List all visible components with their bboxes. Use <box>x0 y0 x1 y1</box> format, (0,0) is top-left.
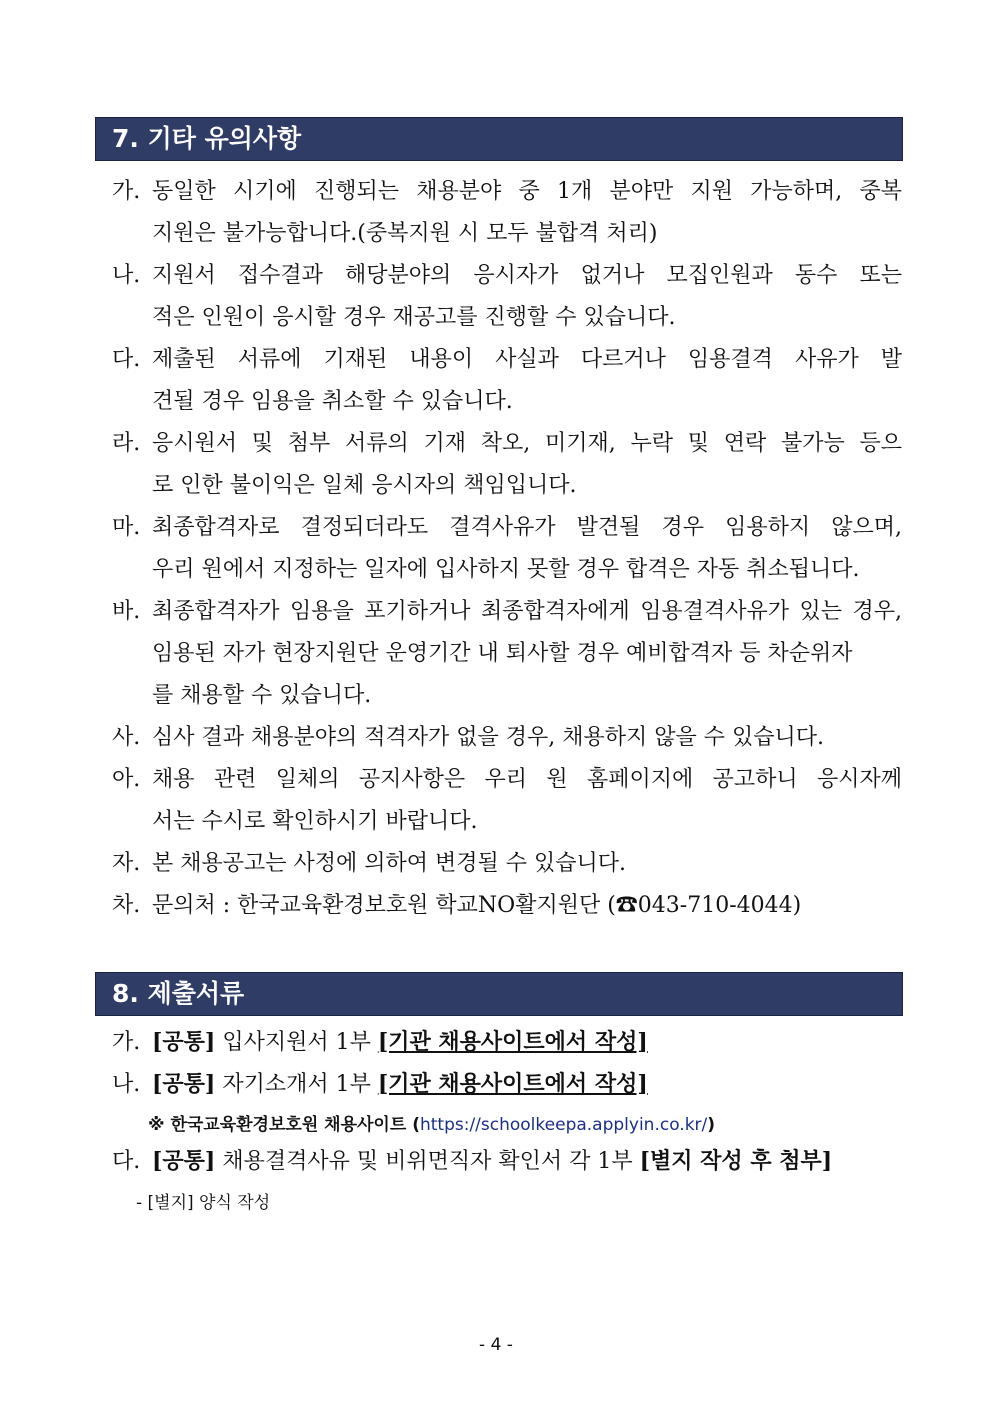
item-text: 적은 인원이 응시할 경우 재공고를 진행할 수 있습니다. <box>152 305 676 330</box>
item-marker: 나. <box>112 1072 141 1097</box>
item-text: 동일한 시기에 진행되는 채용분야 중 1개 분야만 지원 가능하며, 중복 <box>152 179 902 204</box>
item-text: 최종합격자가 임용을 포기하거나 최종합격자에게 임용결격사유가 있는 경우, <box>152 599 902 624</box>
item-text: 우리 원에서 지정하는 일자에 입사하지 못할 경우 합격은 자동 취소됩니다. <box>152 557 860 582</box>
item-text: 견될 경우 임용을 취소할 수 있습니다. <box>152 389 513 414</box>
item-text: 제출된 서류에 기재된 내용이 사실과 다르거나 임용결격 사유가 발 <box>152 347 902 372</box>
item-tag: [공통] <box>152 1071 216 1097</box>
item-marker: 차. <box>112 893 141 918</box>
item-emphasis: [기관 채용사이트에서 작성] <box>377 1071 648 1097</box>
item-emphasis: [별지 작성 후 첨부] <box>639 1148 833 1174</box>
item-marker: 가. <box>112 1030 141 1055</box>
site-url-link[interactable]: https://schoolkeepa.applyin.co.kr/ <box>419 1115 708 1135</box>
item-marker: 아. <box>112 767 141 792</box>
sub-note: - [별지] 양식 작성 <box>136 1193 271 1213</box>
item-text: 최종합격자로 결정되더라도 결격사유가 발견될 경우 임용하지 않으며, <box>152 515 902 540</box>
section-7-title: 7. 기타 유의사항 <box>112 124 302 153</box>
item-text: 채용 관련 일체의 공지사항은 우리 원 홈페이지에 공고하니 응시자께 <box>152 767 902 792</box>
item-marker: 바. <box>112 599 141 624</box>
list-item <box>112 885 902 927</box>
section-8-title: 8. 제출서류 <box>112 979 245 1008</box>
item-text: 서는 수시로 확인하시기 바랍니다. <box>152 809 478 834</box>
list-item <box>112 507 902 591</box>
list-item <box>112 1021 902 1064</box>
item-tag: [공통] <box>152 1029 216 1055</box>
item-marker: 다. <box>112 1149 141 1174</box>
page-number: - 4 - <box>479 1335 513 1355</box>
item-emphasis: [기관 채용사이트에서 작성] <box>377 1029 648 1055</box>
list-item <box>112 171 902 255</box>
item-marker: 자. <box>112 851 141 876</box>
list-item <box>112 591 902 717</box>
item-marker: 마. <box>112 515 141 540</box>
list-item <box>112 1063 902 1106</box>
item-marker: 가. <box>112 179 141 204</box>
list-item <box>112 255 902 339</box>
item-text: 채용결격사유 및 비위면직자 확인서 각 1부 <box>215 1149 640 1174</box>
item-text: 입사지원서 1부 <box>215 1030 378 1055</box>
item-text: 자기소개서 1부 <box>215 1072 378 1097</box>
list-item <box>112 717 902 759</box>
list-item <box>112 759 902 843</box>
item-text: 응시원서 및 첨부 서류의 기재 착오, 미기재, 누락 및 연락 불가능 등으 <box>152 431 902 456</box>
list-item <box>112 339 902 423</box>
list-item <box>112 843 902 885</box>
item-text: 지원서 접수결과 해당분야의 응시자가 없거나 모집인원과 동수 또는 <box>152 263 902 288</box>
item-marker: 라. <box>112 431 141 456</box>
list-item <box>112 1140 902 1183</box>
item-text: 지원은 불가능합니다.(중복지원 시 모두 불합격 처리) <box>152 221 658 246</box>
item-text: 로 인한 불이익은 일체 응시자의 책임입니다. <box>152 473 577 498</box>
section-8-header <box>95 972 903 1016</box>
section-7-header <box>95 117 903 161</box>
item-marker: 다. <box>112 347 141 372</box>
item-marker: 사. <box>112 725 141 750</box>
item-text: 임용된 자가 현장지원단 운영기간 내 퇴사할 경우 예비합격자 등 차순위자 <box>152 641 853 666</box>
site-note <box>148 1110 715 1135</box>
item-tag: [공통] <box>152 1148 216 1174</box>
list-item <box>112 423 902 507</box>
note-label: ※ 한국교육환경보호원 채용사이트 ( <box>148 1115 420 1135</box>
item-text: 본 채용공고는 사정에 의하여 변경될 수 있습니다. <box>152 851 626 876</box>
note-end: ) <box>707 1115 716 1135</box>
item-text: 심사 결과 채용분야의 적격자가 없을 경우, 채용하지 않을 수 있습니다. <box>152 725 824 750</box>
item-text: 를 채용할 수 있습니다. <box>152 683 372 708</box>
item-text: 문의처 : 한국교육환경보호원 학교NO활지원단 (☎043-710-4044) <box>152 893 802 918</box>
item-marker: 나. <box>112 263 141 288</box>
